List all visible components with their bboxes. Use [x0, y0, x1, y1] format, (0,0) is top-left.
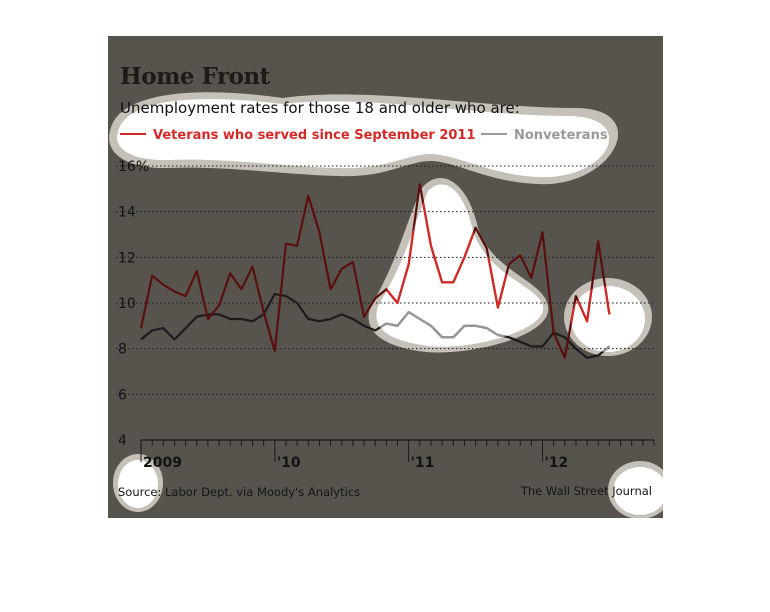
legend-label-veterans: Veterans who served since September 2011	[153, 128, 476, 143]
source-note: Source: Labor Dept. via Moody's Analytics	[118, 485, 361, 499]
x-axis	[141, 440, 654, 471]
y-tick-label: 6	[118, 387, 127, 404]
y-tick-label: 14	[118, 204, 136, 221]
x-tick-label: '12	[544, 455, 569, 471]
y-tick-label: 4	[118, 433, 127, 449]
legend-label-nonveterans: Nonveterans	[514, 128, 608, 143]
y-tick-label: 10	[118, 296, 136, 312]
credit-note: The Wall Street Journal	[520, 484, 652, 498]
x-tick-label: '11	[410, 455, 435, 471]
y-tick-label: 12	[118, 250, 136, 267]
y-axis	[118, 159, 149, 449]
y-tick-label: 8	[118, 341, 127, 358]
chart-subtitle: Unemployment rates for those 18 and older who are:	[120, 99, 520, 117]
x-tick-label: '10	[276, 455, 301, 471]
x-tick-label: 2009	[143, 455, 182, 471]
chart-panel	[108, 36, 663, 518]
legend	[120, 128, 608, 143]
y-tick-label: 16%	[118, 159, 150, 175]
chart-title: Home Front	[120, 63, 270, 90]
line-chart	[108, 36, 663, 518]
